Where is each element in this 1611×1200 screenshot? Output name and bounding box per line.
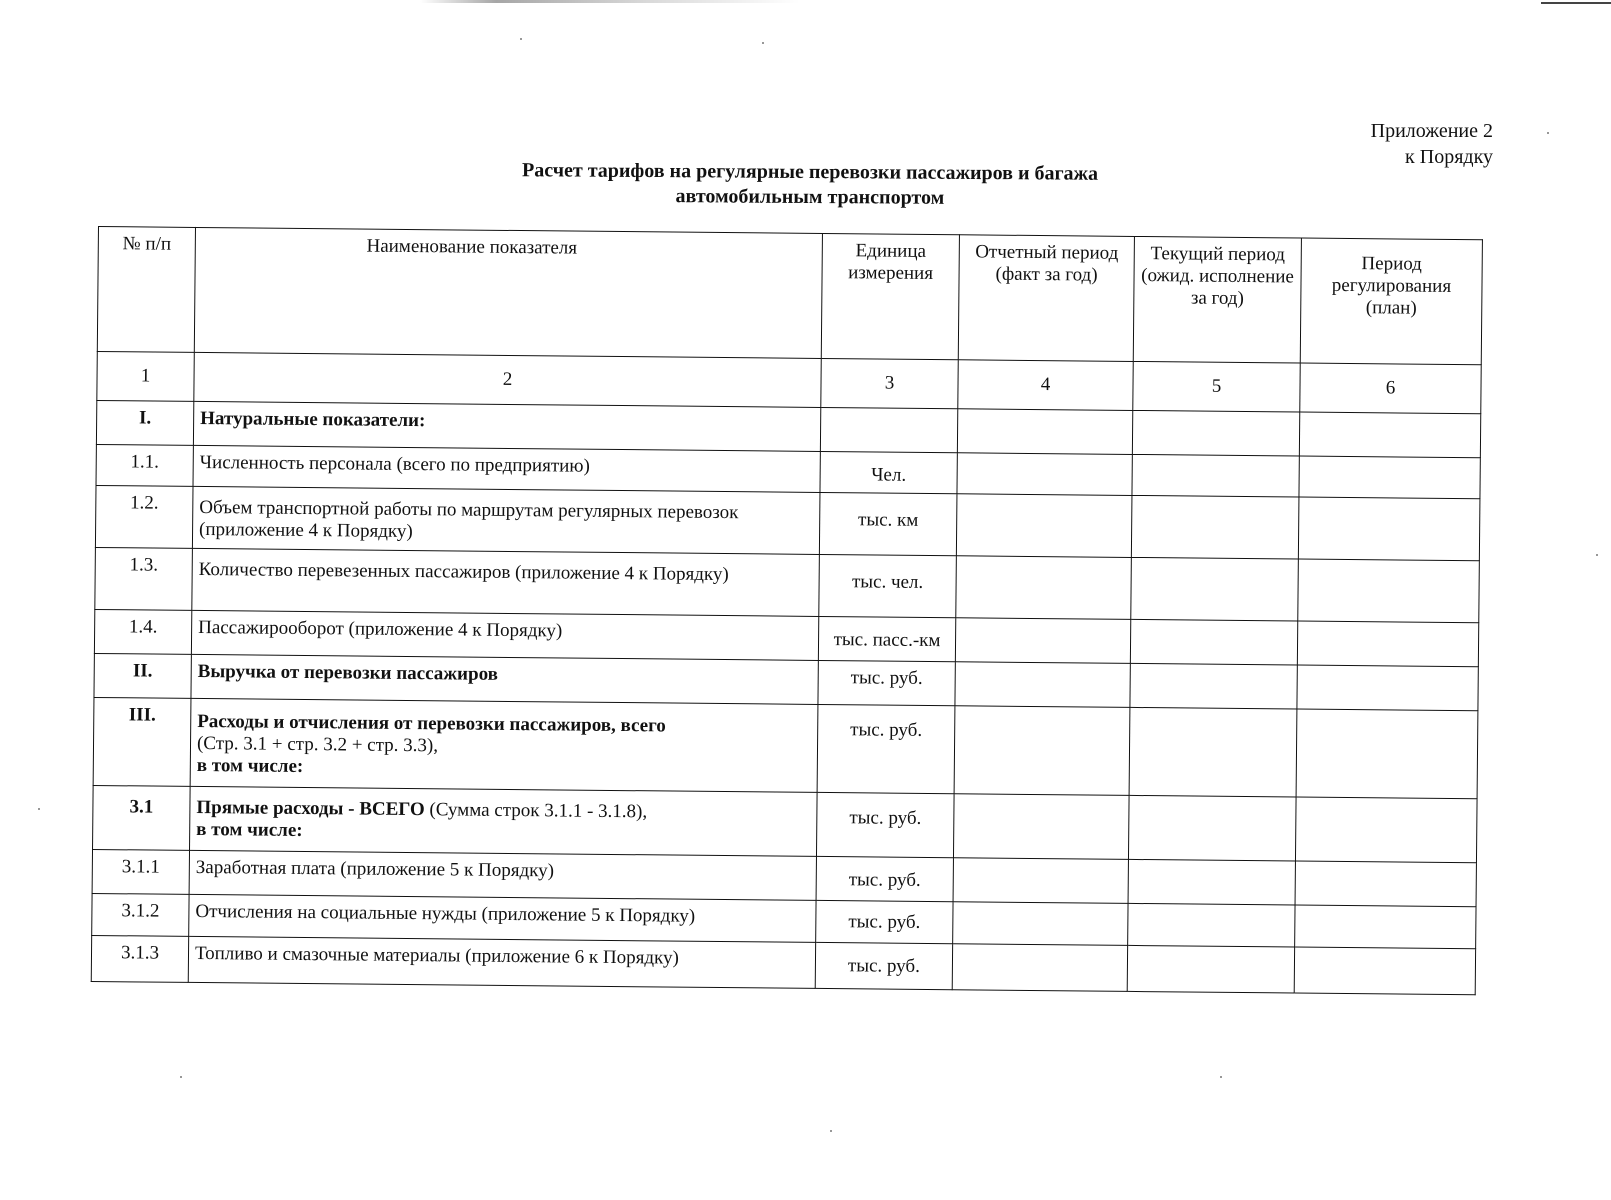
row-number: 3.1.3 (91, 935, 188, 982)
appendix-label (1371, 118, 1493, 170)
row-number: 1.4. (94, 609, 191, 654)
cell-current[interactable] (1128, 859, 1295, 905)
row-unit: тыс. руб. (817, 704, 955, 793)
scan-speck (520, 38, 522, 40)
row-unit: тыс. руб. (816, 856, 953, 901)
cell-reported[interactable] (952, 944, 1127, 992)
row-number: 1.3. (95, 547, 193, 610)
row-unit: тыс. пасс.-км (818, 616, 955, 661)
row-number: 3.1 (93, 785, 191, 850)
appendix-line-2: к Порядку (1405, 146, 1493, 168)
cell-current[interactable] (1131, 557, 1299, 621)
cell-planned[interactable] (1299, 456, 1480, 499)
cell-reported[interactable] (954, 706, 1130, 796)
cell-current[interactable] (1130, 619, 1297, 665)
row-unit: тыс. руб. (815, 942, 952, 989)
scan-speck (38, 808, 40, 810)
header-reported-period: Отчетный период (факт за год) (958, 235, 1134, 362)
cell-planned[interactable] (1295, 797, 1477, 863)
cell-current[interactable] (1132, 410, 1299, 456)
scan-speck (1547, 132, 1549, 134)
header-unit: Единица измерения (821, 233, 959, 359)
row-name: Натуральные показатели: (193, 401, 820, 451)
row-name (190, 698, 818, 792)
cell-planned[interactable] (1296, 709, 1478, 799)
row-number: 1.2. (95, 485, 193, 548)
header-current-period: Текущий период (ожид. исполнение за год) (1133, 236, 1301, 363)
row-unit: тыс. руб. (816, 900, 953, 943)
scan-speck (1220, 1076, 1222, 1078)
appendix-line-1: Приложение 2 (1370, 120, 1493, 142)
cell-current[interactable] (1129, 707, 1297, 797)
cell-reported[interactable] (953, 858, 1128, 904)
cell-current[interactable] (1128, 795, 1296, 861)
cell-current[interactable] (1131, 495, 1299, 559)
cell-reported[interactable] (955, 618, 1130, 664)
row-number: III. (93, 697, 191, 786)
cell-planned[interactable] (1295, 861, 1476, 907)
cell-planned[interactable] (1298, 497, 1480, 561)
row-name-formula: (Сумма строк 3.1.1 - 3.1.8), (429, 799, 648, 823)
cell-planned[interactable] (1298, 559, 1480, 623)
document-title (420, 158, 1200, 213)
row-unit: тыс. руб. (818, 660, 955, 705)
column-number: 1 (97, 351, 194, 401)
row-name: Количество перевезенных пассажиров (приложение 4 к Порядку) (192, 548, 820, 616)
row-number: 1.1. (96, 444, 193, 486)
column-number: 5 (1133, 361, 1300, 412)
row-unit: тыс. км (819, 492, 957, 555)
row-name (190, 786, 818, 856)
row-number: II. (94, 653, 191, 698)
row-name-including: в том числе: (196, 818, 303, 841)
row-name-bold: Расходы и отчисления от перевозки пассажиров, всего (197, 710, 666, 737)
row-number: I. (96, 400, 193, 445)
cell-reported[interactable] (957, 453, 1132, 496)
row-name: Объем транспортной работы по маршрутам регулярных перевозок (приложение 4 к Порядку) (192, 486, 820, 554)
scan-speck (762, 42, 764, 44)
table-row (93, 697, 1478, 798)
row-name: Отчисления на социальные нужды (приложение 5 к Порядку) (189, 894, 816, 942)
row-name: Выручка от перевозки пассажиров (191, 654, 818, 704)
cell-reported[interactable] (955, 662, 1130, 708)
cell-planned[interactable] (1294, 947, 1475, 995)
row-unit: Чел. (820, 451, 957, 493)
scan-edge-mark (1541, 2, 1611, 4)
cell-planned[interactable] (1297, 665, 1478, 711)
row-number: 3.1.1 (92, 849, 189, 894)
cell-planned[interactable] (1299, 412, 1480, 458)
cell-current[interactable] (1128, 903, 1295, 947)
scan-speck (1596, 554, 1598, 556)
document-title-line-1: Расчет тарифов на регулярные перевозки пассажиров и багажа (521, 159, 1099, 185)
cell-reported[interactable] (956, 494, 1132, 558)
row-name-including: в том числе: (196, 754, 304, 777)
scan-smudge (420, 0, 800, 3)
header-regulation-period: Период регулирования (план) (1300, 238, 1482, 365)
row-name: Заработная плата (приложение 5 к Порядку) (189, 850, 816, 900)
cell-reported[interactable] (956, 556, 1132, 620)
cell-reported[interactable] (953, 902, 1128, 946)
header-num: № п/п (97, 227, 195, 353)
cell-planned[interactable] (1297, 621, 1478, 667)
cell-current[interactable] (1130, 663, 1297, 709)
row-unit: тыс. чел. (819, 554, 957, 617)
cell-planned[interactable] (1295, 905, 1476, 949)
scan-speck (830, 1130, 832, 1132)
row-name: Численность персонала (всего по предприятию) (193, 445, 820, 492)
column-number: 2 (194, 352, 821, 407)
row-name: Топливо и смазочные материалы (приложение 6 к Порядку) (188, 936, 815, 988)
document-title-line-2: автомобильным транспортом (675, 185, 945, 209)
header-name: Наименование показателя (194, 227, 822, 358)
cell-reported[interactable] (957, 409, 1132, 455)
tariff-table-wrapper (91, 226, 1483, 995)
row-number: 3.1.2 (92, 893, 189, 936)
row-unit (820, 407, 957, 452)
column-number: 4 (958, 360, 1133, 411)
column-number: 6 (1300, 363, 1481, 414)
cell-current[interactable] (1127, 945, 1294, 993)
tariff-table (91, 226, 1483, 995)
cell-reported[interactable] (953, 794, 1129, 860)
row-name: Пассажирооборот (приложение 4 к Порядку) (191, 610, 818, 660)
row-name-bold: Прямые расходы - ВСЕГО (196, 796, 425, 821)
cell-current[interactable] (1132, 454, 1299, 497)
column-number: 3 (821, 358, 958, 408)
row-unit: тыс. руб. (816, 792, 954, 857)
scan-speck (180, 1076, 182, 1078)
table-header-row (97, 227, 1482, 365)
row-name-formula: (Стр. 3.1 + стр. 3.2 + стр. 3.3), (196, 732, 439, 757)
